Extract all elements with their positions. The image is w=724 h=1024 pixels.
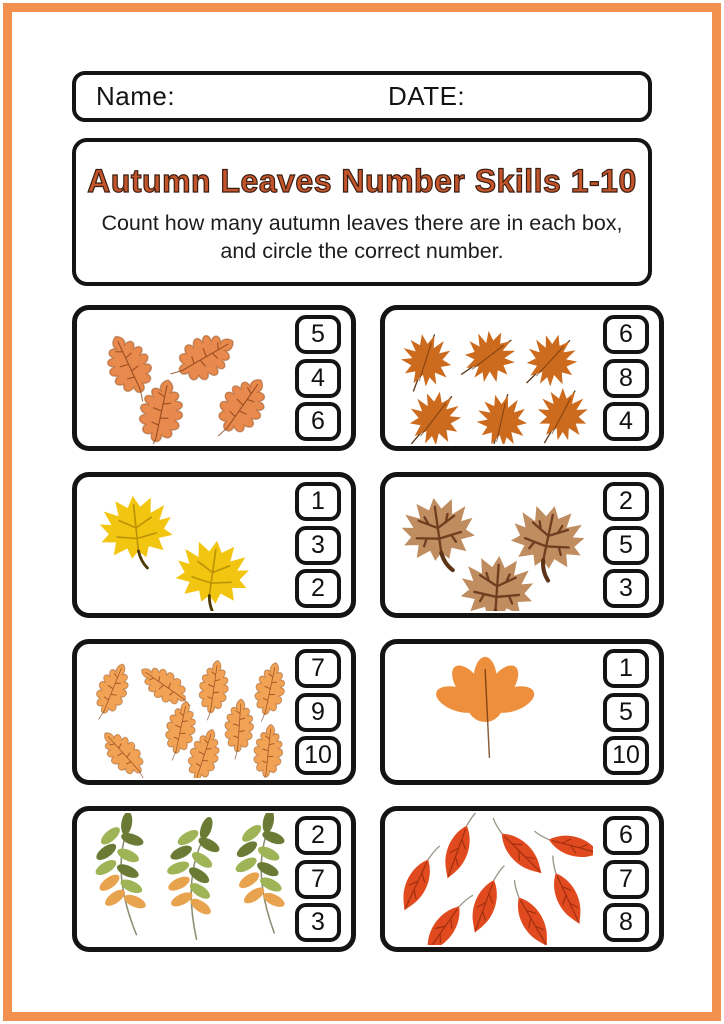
oak-leaf-icon (162, 323, 243, 394)
maple-jagged-leaf-icon (405, 387, 465, 444)
answer-option-10[interactable]: 10 (295, 736, 341, 775)
maple-jagged-leaf-icon (456, 322, 524, 393)
answer-option-2[interactable]: 2 (295, 816, 341, 855)
worksheet-title: Autumn Leaves Number Skills 1-10 (87, 163, 637, 199)
question-box-1 (72, 305, 356, 451)
answer-options (599, 649, 653, 775)
answer-option-7[interactable]: 7 (295, 860, 341, 899)
maple-veined-leaf-icon (458, 553, 534, 611)
name-date-bar (72, 71, 652, 122)
leaf-area (387, 479, 593, 611)
answer-option-2[interactable]: 2 (295, 569, 341, 608)
maple-jagged-leaf-icon (397, 330, 456, 392)
leaf-area (79, 646, 285, 778)
question-box-4 (380, 472, 664, 618)
name-label: Name: (96, 81, 176, 111)
date-input-area[interactable] (215, 82, 255, 112)
question-box-8 (380, 806, 664, 952)
simple-leaf-icon (465, 861, 509, 936)
oak-leaf-icon (223, 698, 256, 760)
answer-option-2[interactable]: 2 (603, 482, 649, 521)
answer-options (599, 315, 653, 441)
simple-leaf-icon (540, 854, 589, 929)
question-box-5 (72, 639, 356, 785)
maple-leaf-icon (97, 492, 176, 572)
rowan-leaf-icon (160, 813, 223, 941)
question-box-6 (380, 639, 664, 785)
leaf-area (79, 479, 285, 611)
simple-leaf-icon (395, 840, 444, 915)
answer-option-4[interactable]: 4 (603, 402, 649, 441)
leaf-area (387, 312, 593, 444)
answer-option-6[interactable]: 6 (295, 402, 341, 441)
answer-option-6[interactable]: 6 (603, 315, 649, 354)
answer-option-5[interactable]: 5 (603, 693, 649, 732)
question-box-3 (72, 472, 356, 618)
name-input-area[interactable] (175, 82, 215, 112)
simple-leaf-icon (483, 815, 549, 881)
answer-option-4[interactable]: 4 (295, 359, 341, 398)
answer-option-3[interactable]: 3 (603, 569, 649, 608)
simple-leaf-icon (531, 826, 593, 862)
simple-leaf-icon (419, 887, 477, 945)
oak-leaf-icon (94, 723, 156, 778)
maple-veined-leaf-icon (504, 499, 589, 586)
answer-option-8[interactable]: 8 (603, 903, 649, 942)
oak-leaf-icon (249, 660, 285, 725)
answer-options (291, 649, 345, 775)
maple-jagged-leaf-icon (538, 388, 588, 443)
oak-leaf-icon (87, 659, 136, 726)
answer-option-5[interactable]: 5 (603, 526, 649, 565)
answer-options (291, 816, 345, 942)
simple-leaf-icon (438, 813, 482, 882)
answer-options (599, 482, 653, 608)
answer-options (291, 315, 345, 441)
worksheet-grid (72, 305, 664, 952)
answer-option-7[interactable]: 7 (603, 860, 649, 899)
question-box-2 (380, 305, 664, 451)
answer-option-6[interactable]: 6 (603, 816, 649, 855)
oak-leaf-icon (204, 368, 278, 444)
answer-option-3[interactable]: 3 (295, 526, 341, 565)
answer-option-8[interactable]: 8 (603, 359, 649, 398)
answer-option-3[interactable]: 3 (295, 903, 341, 942)
instructions-text: Count how many autumn leaves there are in each box, and circle the correct number. (101, 211, 623, 263)
date-label: DATE: (388, 81, 466, 111)
leaf-area (387, 646, 593, 778)
answer-options (599, 816, 653, 942)
leaf-area (79, 312, 285, 444)
answer-option-5[interactable]: 5 (295, 315, 341, 354)
leaf-area (79, 813, 285, 945)
maple-veined-leaf-icon (398, 493, 479, 576)
oak-leaf-icon (195, 659, 232, 723)
maple-leaf-icon (171, 536, 252, 611)
oak-leaf-icon (251, 723, 285, 778)
maple-jagged-leaf-icon (471, 388, 533, 444)
leaf-area (387, 813, 593, 945)
answer-option-1[interactable]: 1 (603, 649, 649, 688)
simple-leaf-icon (502, 878, 556, 945)
answer-options (291, 482, 345, 608)
answer-option-10[interactable]: 10 (603, 736, 649, 775)
answer-option-7[interactable]: 7 (295, 649, 341, 688)
answer-option-1[interactable]: 1 (295, 482, 341, 521)
maple-jagged-leaf-icon (520, 328, 582, 394)
question-box-7 (72, 806, 356, 952)
five-lobe-leaf-icon (433, 657, 538, 757)
title-box (72, 138, 652, 286)
answer-option-9[interactable]: 9 (295, 693, 341, 732)
rowan-leaf-icon (88, 813, 155, 938)
rowan-leaf-icon (230, 813, 285, 935)
